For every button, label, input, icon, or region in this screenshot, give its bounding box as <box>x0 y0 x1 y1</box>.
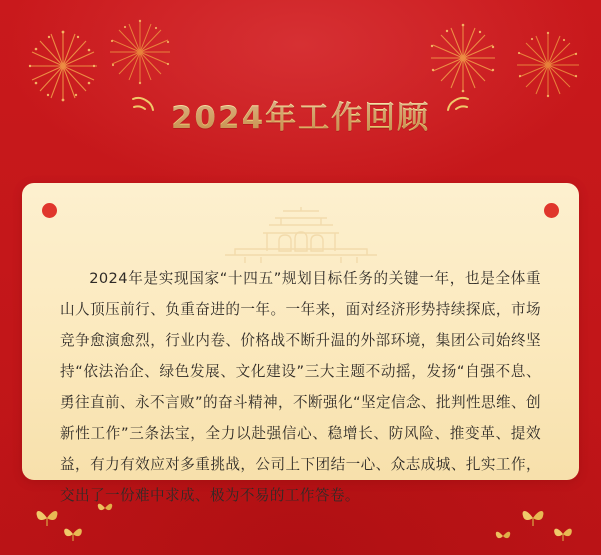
content-card <box>22 183 579 504</box>
firework-burst-icon <box>100 18 180 86</box>
title-ornament-icon <box>130 93 156 119</box>
firework-burst-icon <box>420 22 506 94</box>
body-paragraph: 2024年是实现国家“十四五”规划目标任务的关键一年，也是全体重山人顶压前行、负重奋进的一年。一年来，面对经济形势持续探底，市场竞争愈演愈烈，行业内卷、价格战不断升温的外部环境，集团公司始终坚持“依法治企、绿色发展、文化建设”三大主题不动摇，发扬“自强不息、勇往直前、永不言败”的奋斗精神，不断强化“坚定信念、批判性思维、创新性工作”三条法宝，全力以赴强信心、稳增长、防风险、推变革、提效益，有力有效应对多重挑战，公司上下团结一心、众志成城、扎实工作，交出了一份难中求成、极为不易的工作答卷。 <box>60 270 541 504</box>
firework-burst-icon <box>506 30 590 100</box>
card-dot-right <box>544 203 559 218</box>
butterfly-icon <box>34 506 60 533</box>
page-title: 2024年工作回顾 <box>167 92 434 137</box>
tiananmen-gate-icon <box>223 205 379 270</box>
title-block <box>0 92 601 137</box>
title-ornament-icon <box>445 93 471 119</box>
butterfly-icon <box>62 524 84 548</box>
card-dot-left <box>42 203 57 218</box>
butterfly-icon <box>552 524 574 548</box>
butterfly-icon <box>494 528 512 549</box>
